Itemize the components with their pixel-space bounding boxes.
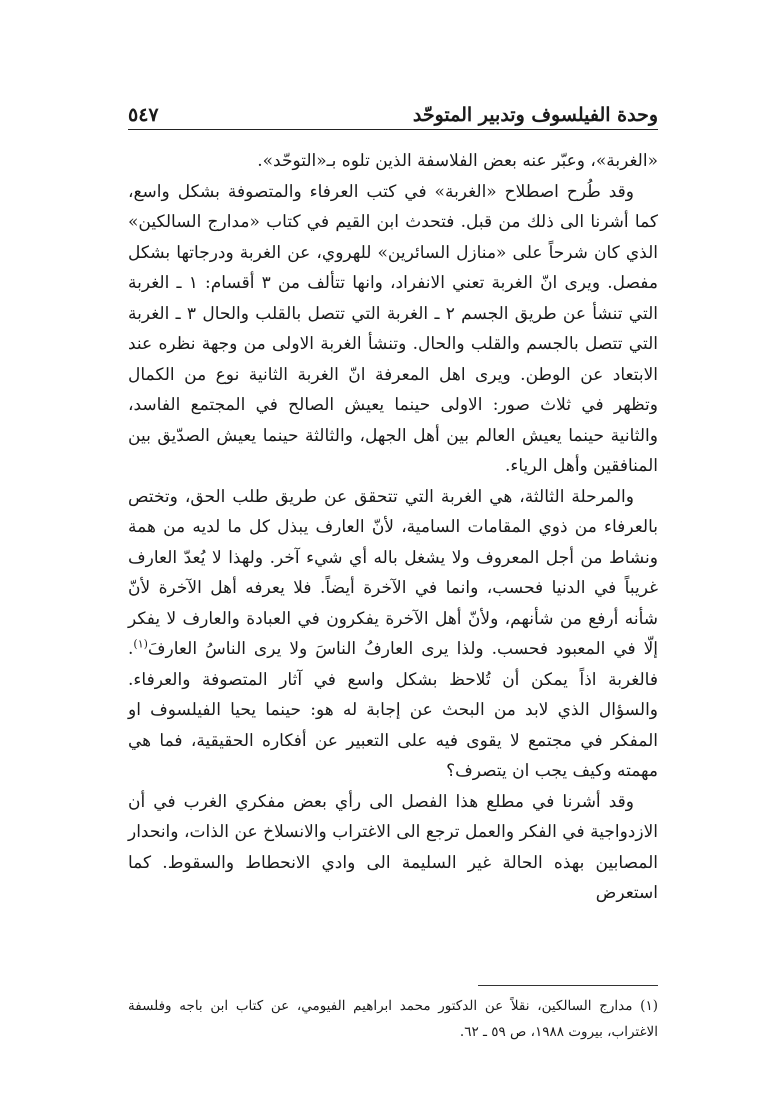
paragraph-3: والمرحلة الثالثة، هي الغربة التي تتحقق عن طريق طلب الحق، وتختص بالعرفاء من ذوي المقامات السامية، لأنّ العارف يبذل كل ما لديه من همة ونشاط من أجل المعروف ولا يشغل باله أي شيء آخر. ولهذا لا يُعدّ العارف غريباً في الدنيا فحسب، وانما في الآخرة أيضاً. فلا يعرفه أهل الآخرة لأنّ شأنه أرفع من شأنهم، ولأنّ أهل الآخرة يفكرون في العبادة والعارف لا يفكر إلّا في المعبود فحسب. ولذا يرى العارفُ الناسَ ولا يرى الناسُ العارفَ$^{(١)}$. فالغربة اذاً يمكن أن تُلاحظ بشكل واسع في آثار المتصوفة والعرفاء. والسؤال الذي لابد من البحث عن إجابة له هو: حينما يحيا الفيلسوف او المفكر في مجتمع لا يقوى فيه على التعبير عن أفكاره الحقيقية، فما هي مهمته وكيف يجب ان يتصرف؟ — [128, 486, 658, 781]
main-text — [128, 146, 658, 909]
paragraph-3-continued: فالغربة اذاً يمكن أن تُلاحظ بشكل واسع في آثار المتصوفة والعرفاء. والسؤال الذي لابد من البحث عن إجابة له هو: حينما يحيا الفيلسوف او المفكر في مجتمع لا يقوى فيه على التعبير عن أفكاره الحقيقية، فما هي مهمته وكيف يجب ان يتصرف؟ — [128, 669, 658, 781]
page-number: ٥٤٧ — [128, 104, 159, 126]
paragraph-4: وقد أشرنا في مطلع هذا الفصل الى رأي بعض مفكري الغرب في أن الازدواجية في الفكر والعمل ترجع الى الاغتراب والانسلاخ عن الذات، وانحدار المصابين بهذه الحالة غير السليمة الى وادي الانحطاط والسقوط. كما استعرض — [128, 791, 658, 903]
header-rule — [128, 129, 658, 130]
paragraph-3-text: والمرحلة الثالثة، هي الغربة التي تتحقق عن طريق طلب الحق، وتختص بالعرفاء من ذوي المقامات السامية، لأنّ العارف يبذل كل ما لديه من همة ونشاط من أجل المعروف ولا يشغل باله أي شيء آخر. ولهذا لا يُعدّ العارف غريباً في الدنيا فحسب، وانما في الآخرة أيضاً. فلا يعرفه أهل الآخرة لأنّ شأنه أرفع من شأنهم، ولأنّ أهل الآخرة يفكرون في العبادة والعارف لا يفكر إلّا في المعبود فحسب. ولذا يرى العارفُ الناسَ ولا يرى الناسُ العارفَ — [128, 486, 658, 659]
footnote-ref: (١) — [133, 637, 148, 651]
footnote: (١) مدارج السالكين، نقلاً عن الدكتور محمد ابراهيم الفيومي، عن كتاب ابن باجه وفلسفة الاغتراب، بيروت ١٩٨٨، ص ٥٩ ـ ٦٢. — [128, 998, 658, 1040]
running-header — [128, 96, 658, 126]
running-title: وحدة الفيلسوف وتدبير المتوحّد — [412, 104, 658, 126]
footnote-rule — [478, 985, 658, 986]
paragraph-2: وقد طُرح اصطلاح «الغربة» في كتب العرفاء والمتصوفة بشكل واسع، كما أشرنا الى ذلك من قبل. فتحدث ابن القيم في كتاب «مدارج السالكين» الذي كان شرحاً على «منازل السائرين» للهروي، عن الغربة ودرجاتها بشكل مفصل. ويرى انّ الغربة تعني الانفراد، وانها تتألف من ٣ أقسام: ١ ـ الغربة التي تنشأ عن طريق الجسم ٢ ـ الغربة التي تتصل بالقلب والحال ٣ ـ الغربة التي تتصل بالجسم والقلب والحال. وتنشأ الغربة الاولى من وجهة نظره عند الابتعاد عن الوطن. ويرى اهل المعرفة انّ الغربة الثانية نوع من الكمال وتظهر في ثلاث صور: الاولى حينما يعيش الصالح في المجتمع الفاسد، والثانية حينما يعيش العالم بين أهل الجهل، والثالثة حينما يعيش الصدّيق بين المنافقين وأهل الرياء. — [128, 181, 658, 476]
paragraph-1: «الغربة»، وعبّر عنه بعض الفلاسفة الذين تلوه بـ«التوحّد». — [257, 151, 658, 171]
